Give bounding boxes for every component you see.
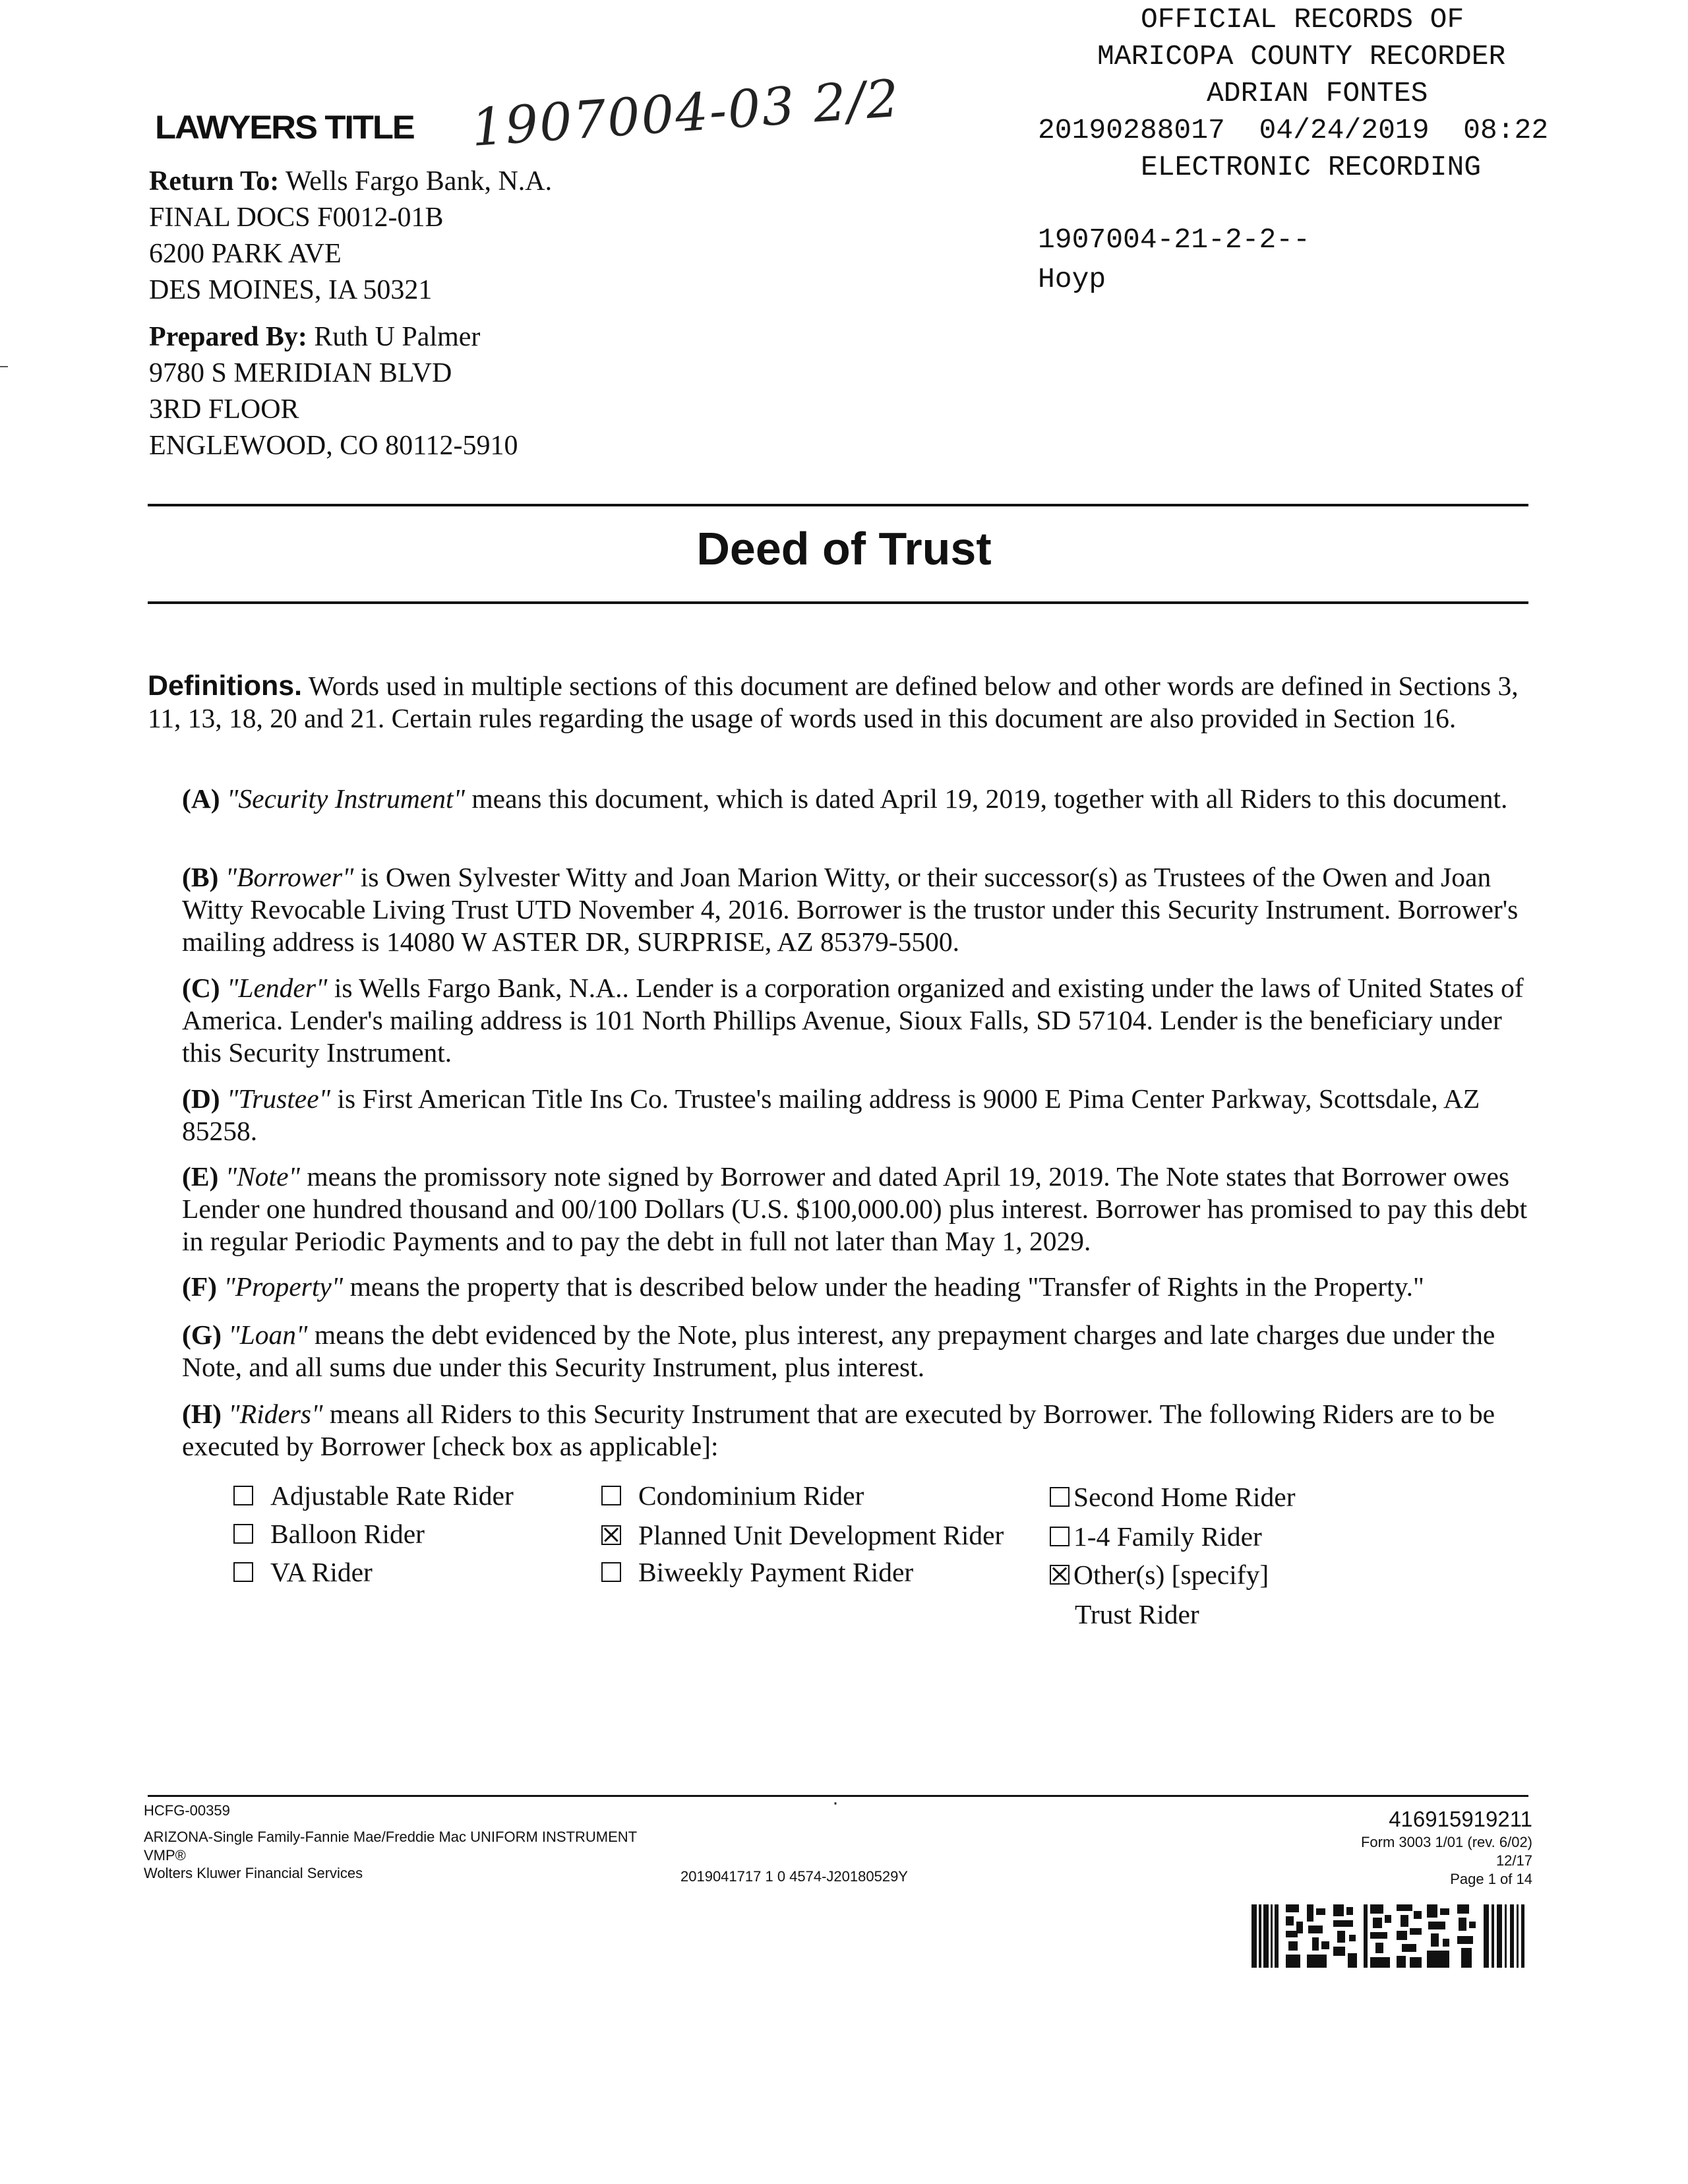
definition-text: means all Riders to this Security Instrument that are executed by Borrower. The following Riders are to be executed by Borrower [check box as applicable]: [182,1399,1495,1461]
rider-option [601,1517,1004,1554]
return-to-name: Wells Fargo Bank, N.A. [285,166,553,197]
definition-term: "Note" [225,1161,300,1192]
definition-label: (F) [182,1271,217,1302]
footer-revision: 12/17 [1495,1852,1532,1869]
definitions-heading: Definitions. [148,670,303,702]
recorder-line-official: OFFICIAL RECORDS OF [1141,3,1464,36]
rider-label: Second Home Rider [1073,1482,1296,1512]
footer-page-number: Page 1 of 14 [1450,1871,1532,1887]
barcode-image [1251,1902,1524,1970]
prepared-by-block [149,319,518,464]
rider-checkbox-checked[interactable] [1050,1565,1070,1585]
document-title: Deed of Trust [696,523,992,574]
recorder-stamp [1015,1,1675,297]
handwritten-order-number: 1907004-03 2/2 [469,69,902,158]
scan-mark [0,366,8,367]
rider-checkbox[interactable] [233,1562,253,1582]
lawyers-title-stamp: LAWYERS TITLE [155,109,414,146]
definition-text: means the debt evidenced by the Note, plus interest, any prepayment charges and late charges due under the Note, and all sums due under this Security Instrument, plus interest. [182,1320,1495,1382]
recorder-line-record-number: 20190288017 04/24/2019 08:22 [1038,114,1549,146]
rider-checkbox[interactable] [233,1524,253,1544]
definition-a [182,783,1530,815]
definition-e [182,1161,1530,1258]
recorder-line-order: 1907004-21-2-2-- [1038,224,1310,256]
definition-term: "Loan" [228,1320,308,1350]
definition-h [182,1398,1530,1463]
definition-term: "Trustee" [227,1083,331,1114]
return-to-block [149,164,552,309]
return-to-line: 6200 PARK AVE [149,239,342,269]
footer-form-id: HCFG-00359 [144,1802,230,1819]
rider-checkbox[interactable] [233,1486,253,1505]
prepared-by-label: Prepared By: [149,322,307,352]
definition-b [182,861,1530,958]
recorder-line-name: ADRIAN FONTES [1207,77,1428,109]
definition-term: "Riders" [228,1399,323,1429]
rider-checkbox-checked[interactable] [601,1525,621,1545]
prepared-by-name: Ruth U Palmer [314,322,481,352]
definition-label: (E) [182,1161,219,1192]
recorder-line-electronic: ELECTRONIC RECORDING [1141,151,1482,183]
rider-other-specify: Trust Rider [1075,1599,1199,1629]
rider-option [601,1554,913,1591]
rider-checkbox[interactable] [601,1562,621,1582]
rider-option [233,1515,425,1552]
definition-text: means the property that is described below under the heading "Transfer of Rights in the Property." [349,1271,1424,1302]
rider-checkbox[interactable] [601,1486,621,1505]
definition-label: (H) [182,1399,222,1429]
definition-label: (B) [182,862,219,892]
recorder-line-county: MARICOPA COUNTY RECORDER [1097,40,1506,73]
return-to-line: DES MOINES, IA 50321 [149,275,433,305]
rider-label: VA Rider [270,1557,373,1587]
definition-text: means the promissory note signed by Borrower and dated April 19, 2019. The Note states that Borrower owes Lender one hundred thousand and 00/100 Dollars (U.S. $100,000.00) plus interest. Borrower has promised to pay this debt in regular Periodic Payments and to pay the debt in full not later than May 1, 2029. [182,1161,1528,1256]
definition-d [182,1083,1530,1147]
prepared-by-line: 9780 S MERIDIAN BLVD [149,358,452,388]
rider-option [1050,1556,1269,1593]
definition-label: (A) [182,783,220,814]
rider-option [233,1554,373,1591]
rider-option [1050,1518,1262,1555]
definition-text: is Wells Fargo Bank, N.A.. Lender is a corporation organized and existing under the laws of United States of America. Lender's mailing address is 101 North Phillips Avenue, Sioux Falls, SD 57104. Lender is the beneficiary under this Security Instrument. [182,973,1524,1068]
definition-c [182,972,1530,1069]
rider-label: Biweekly Payment Rider [638,1557,914,1587]
definition-text: is First American Title Ins Co. Trustee's mailing address is 9000 E Pima Center Parkway, Scottsdale, AZ 85258. [182,1083,1480,1146]
footer-publisher: Wolters Kluwer Financial Services [144,1865,363,1881]
title-rule-top [148,504,1528,506]
footer-vmp: VMP® [144,1847,186,1864]
rider-label: Other(s) [specify] [1073,1560,1269,1590]
footer-instrument-name: ARIZONA-Single Family-Fannie Mae/Freddie Mac UNIFORM INSTRUMENT [144,1829,638,1845]
definition-label: (C) [182,973,220,1003]
rider-checkbox[interactable] [1050,1527,1070,1546]
prepared-by-line: 3RD FLOOR [149,394,299,425]
recorder-line-initials: Hoyp [1038,263,1106,295]
footer-loan-number: 416915919211 [1389,1807,1532,1831]
definition-text: is Owen Sylvester Witty and Joan Marion Witty, or their successor(s) as Trustees of the Owen and Joan Witty Revocable Living Trust UTD November 4, 2016. Borrower is the trustor under this Security Instrument. Borrower's mailing address is 14080 W ASTER DR, SURPRISE, AZ 85379-5500. [182,862,1519,957]
return-to-label: Return To: [149,166,280,197]
footer-document-code: 2019041717 1 0 4574-J20180529Y [680,1868,908,1885]
rider-label: Planned Unit Development Rider [638,1520,1004,1550]
definition-term: "Borrower" [225,862,354,892]
rider-checkbox[interactable] [1050,1487,1070,1507]
rider-option [1050,1478,1296,1515]
definition-term: "Lender" [227,973,328,1003]
rider-label: Adjustable Rate Rider [270,1480,514,1511]
rider-label: 1-4 Family Rider [1073,1521,1262,1552]
rider-label: Balloon Rider [270,1519,425,1549]
title-rule-bottom [148,601,1528,604]
definition-term: "Property" [224,1271,344,1302]
definitions-intro-text: Words used in multiple sections of this document are defined below and other words are defined in Sections 3, 11, 13, 18, 20 and 21. Certain rules regarding the usage of words used in this document are also provided in Section 16. [148,671,1519,733]
prepared-by-line: ENGLEWOOD, CO 80112-5910 [149,431,518,461]
definition-g [182,1319,1530,1383]
definitions-intro [148,670,1530,735]
definition-text: means this document, which is dated April 19, 2019, together with all Riders to this document. [471,783,1508,814]
footer-form-number: Form 3003 1/01 (rev. 6/02) [1360,1834,1532,1850]
return-to-line: FINAL DOCS F0012-01B [149,202,444,233]
footer-dot: · [832,1792,839,1813]
definition-term: "Security Instrument" [227,783,466,814]
definition-label: (D) [182,1083,220,1114]
rider-option [233,1477,514,1514]
definition-label: (G) [182,1320,222,1350]
rider-label: Condominium Rider [638,1480,864,1511]
rider-option [601,1477,864,1514]
definition-f [182,1271,1530,1303]
